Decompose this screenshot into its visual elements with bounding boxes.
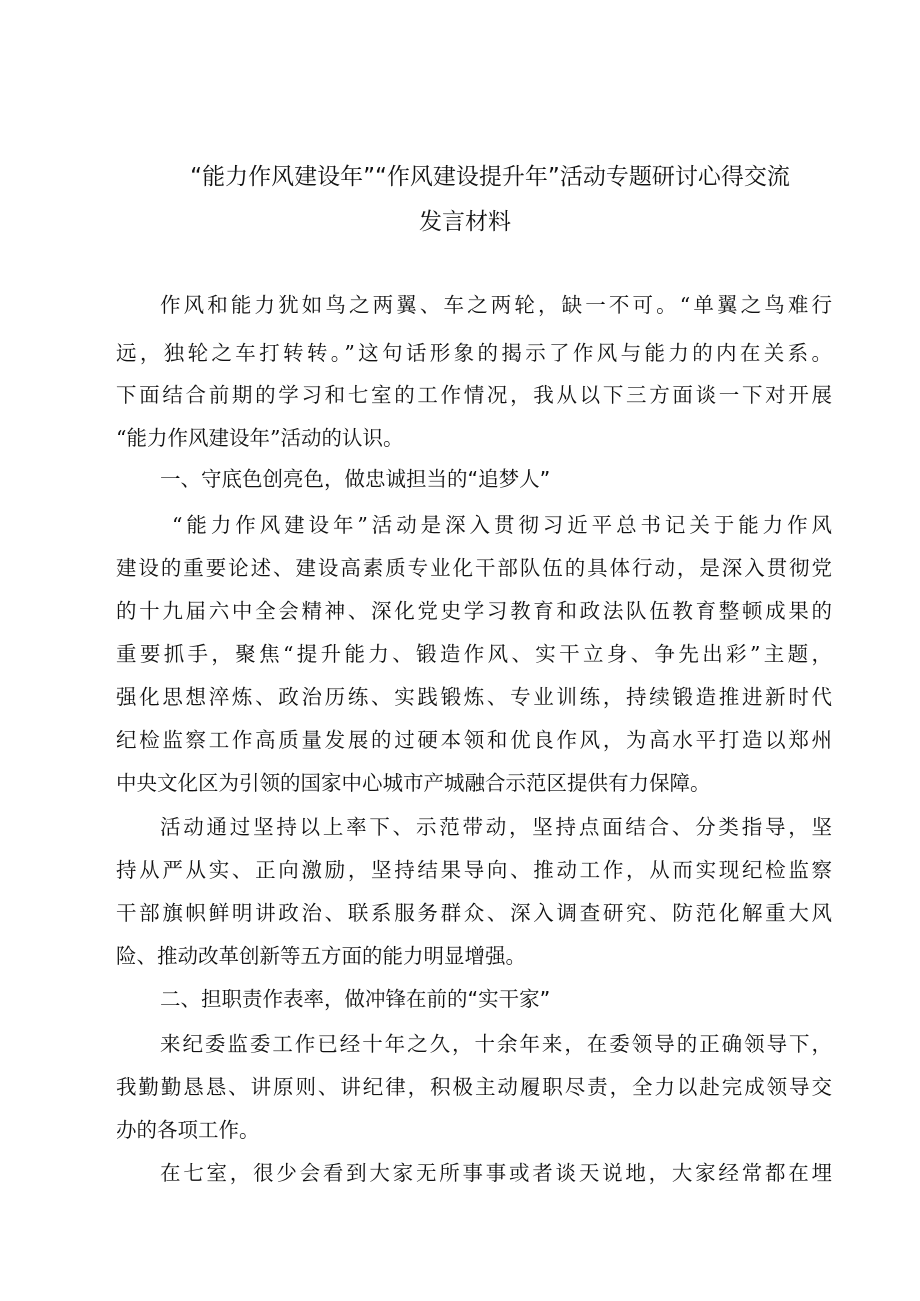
paragraph-4-line-1: 来纪委监委工作已经十年之久，十余年来，在委领导的正确领导下， (160, 1032, 832, 1056)
paragraph-2-line-7: 中央文化区为引领的国家中心城市产城融合示范区提供有力保障。 (116, 771, 711, 795)
paragraph-2-line-3: 的十九届六中全会精神、深化党史学习教育和政法队伍教育整顿成果的 (116, 599, 832, 623)
paragraph-5-line-1: 在七室，很少会看到大家无所事事或者谈天说地，大家经常都在埋 (160, 1161, 832, 1185)
paragraph-1-line-1: 作风和能力犹如鸟之两翼、车之两轮，缺一不可。“单翼之鸟难行 (160, 293, 832, 317)
paragraph-4-line-3: 办的各项工作。 (116, 1118, 260, 1142)
document-title-line-1: “能力作风建设年”“作风建设提升年”活动专题研讨心得交流 (190, 164, 790, 190)
paragraph-3-line-3: 干部旗帜鲜明讲政治、联系服务群众、深入调查研究、防范化解重大风 (116, 901, 832, 925)
paragraph-4-line-2: 我勤勤恳恳、讲原则、讲纪律，积极主动履职尽责，全力以赴完成领导交 (116, 1075, 832, 1099)
paragraph-3-line-1: 活动通过坚持以上率下、示范带动，坚持点面结合、分类指导，坚 (160, 815, 832, 839)
paragraph-2-line-1: “能力作风建设年”活动是深入贯彻习近平总书记关于能力作风 (172, 513, 832, 537)
section-heading-2: 二、担职责作表率，做冲锋在前的“实干家” (160, 987, 551, 1011)
paragraph-2-line-4: 重要抓手，聚焦“提升能力、锻造作风、实干立身、争先出彩”主题， (116, 642, 832, 666)
document-title-line-2: 发言材料 (419, 209, 511, 235)
paragraph-1-line-4: “能力作风建设年”活动的认识。 (116, 426, 404, 450)
paragraph-2-line-6: 纪检监察工作高质量发展的过硬本领和优良作风，为高水平打造以郑州 (116, 728, 832, 752)
paragraph-3-line-4: 险、推动改革创新等五方面的能力明显增强。 (116, 944, 526, 968)
paragraph-2-line-5: 强化思想淬炼、政治历练、实践锻炼、专业训练，持续锻造推进新时代 (116, 685, 832, 709)
paragraph-1-line-3: 下面结合前期的学习和七室的工作情况，我从以下三方面谈一下对开展 (116, 383, 832, 407)
paragraph-3-line-2: 持从严从实、正向激励，坚持结果导向、推动工作，从而实现纪检监察 (116, 858, 832, 882)
section-heading-1: 一、守底色创亮色，做忠诚担当的“追梦人” (160, 467, 551, 491)
paragraph-2-line-2: 建设的重要论述、建设高素质专业化干部队伍的具体行动，是深入贯彻党 (116, 556, 832, 580)
paragraph-1-line-2: 远，独轮之车打转转。”这句话形象的揭示了作风与能力的内在关系。 (116, 341, 832, 365)
